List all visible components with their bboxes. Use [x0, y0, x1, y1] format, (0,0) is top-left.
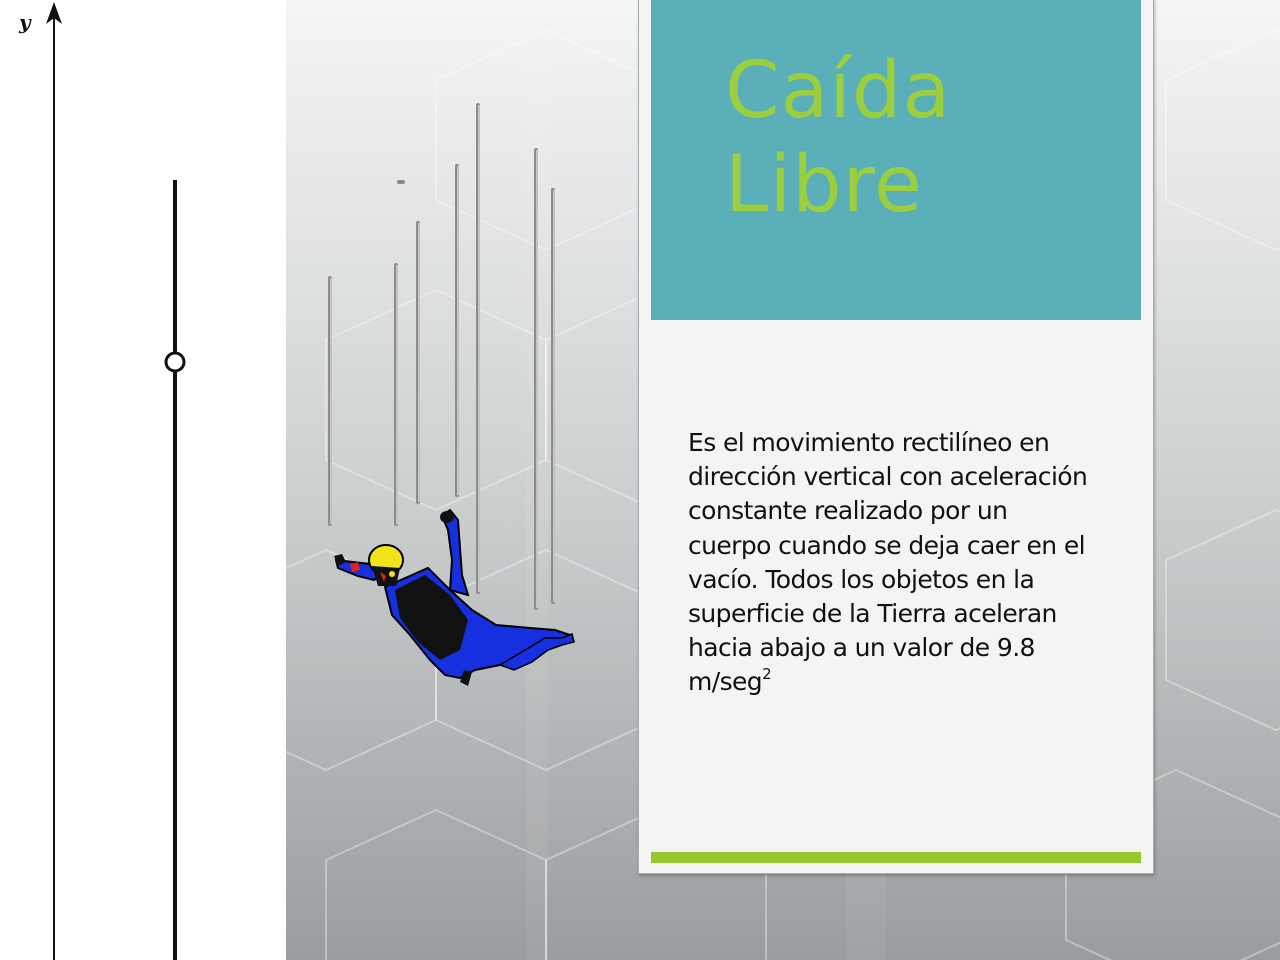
definition-text: Es el movimiento rectilíneo en dirección vertical con aceleración constante realizado por un cuerpo cuando se deja caer en el vacío. Todos los objetos en la superficie de la Tierra aceleran hacia abajo a un valor de 9.8 m/seg [688, 428, 1088, 697]
title-line-2: Libre [725, 140, 923, 230]
speed-lines [330, 105, 553, 608]
accent-bar [651, 852, 1141, 863]
title-line-1: Caída [725, 46, 952, 136]
falling-object-marker [166, 353, 184, 371]
title-block [651, 0, 1141, 320]
slide-title [725, 44, 1125, 232]
skydiver-illustration [300, 90, 600, 700]
exponent-superscript: 2 [762, 665, 772, 684]
slide-body-text [688, 426, 1088, 700]
axis-panel [0, 0, 286, 960]
position-axis-diagram [0, 0, 286, 960]
y-axis-label: y [19, 10, 31, 34]
